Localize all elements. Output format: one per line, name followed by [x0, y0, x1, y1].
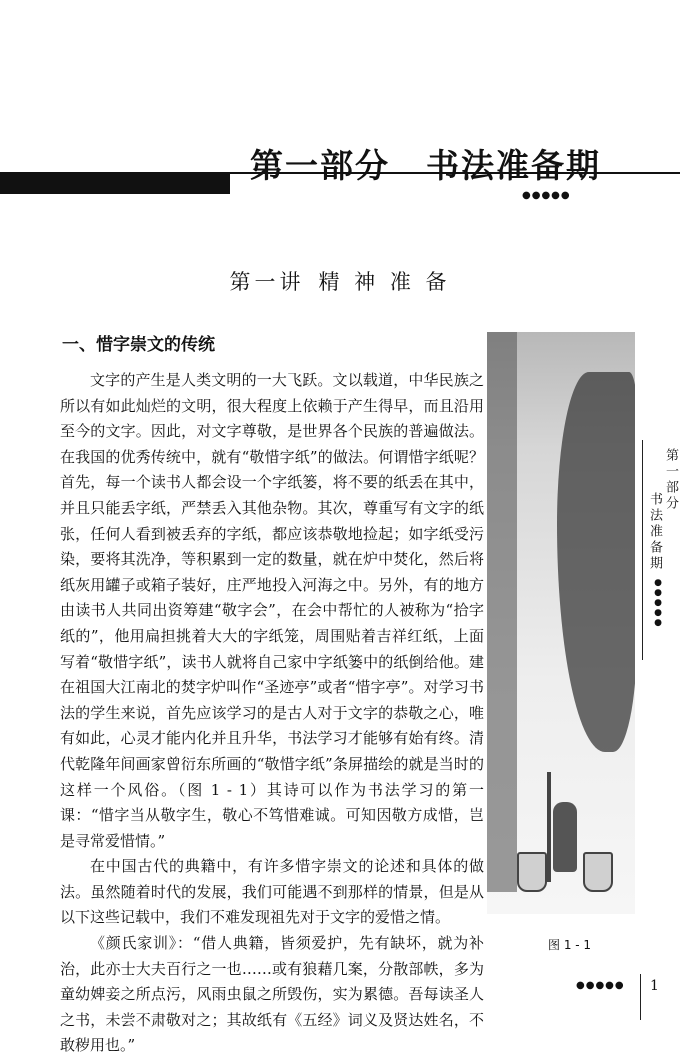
painting-rock-left	[487, 332, 517, 892]
figure-painting	[487, 332, 635, 914]
painting-rock	[557, 372, 635, 752]
side-tab-line2: 书法准备期	[647, 492, 662, 572]
page-number: 1	[650, 978, 659, 994]
paragraph: 《颜氏家训》：“借人典籍，皆须爱护，先有缺坏，就为补治，此亦士大夫百行之一也……或有狼藉几案，分散部帙，多为童幼婢妾之所点污，风雨虫鼠之所毁伤，实为累德。吾每读圣人之书，未尝不肃敬对之；其故纸有《五经》词义及贤达姓名，不敢秽用也。”	[60, 934, 484, 1055]
lecture-label: 第一讲	[229, 270, 305, 294]
paragraph: 在中国古代的典籍中，有许多惜字崇文的论述和具体的做法。虽然随着时代的发展，我们可能遇不到那样的情景，但是从以下这些记载中，我们不难发现祖先对于文字的爱惜之情。	[60, 857, 484, 927]
painting-basket-right	[583, 852, 613, 892]
painting-pole	[547, 772, 551, 882]
page-number-rule	[640, 974, 641, 1020]
header-decor-dots: ●●●●●	[522, 190, 571, 201]
painting-figure	[553, 802, 577, 872]
body-text	[60, 368, 484, 1059]
part-label: 第一部分	[250, 146, 390, 185]
painting-basket-left	[517, 852, 547, 892]
lecture-title	[0, 266, 680, 296]
header-black-bar	[0, 172, 230, 194]
figure-caption: 图 1 - 1	[548, 938, 592, 952]
side-tab-line1: 第一部分	[663, 448, 678, 512]
footer-dots: ●●●●●	[576, 980, 625, 991]
lecture-name: 精 神 准 备	[318, 270, 451, 294]
paragraph: 文字的产生是人类文明的一大飞跃。文以载道，中华民族之所以有如此灿烂的文明，很大程度上依赖于产生得早，而且沿用至今的文字。因此，对文字尊敬，是世界各个民族的普遍做法。在我国的优秀传统中，就有“敬惜字纸”的做法。何谓惜字纸呢？首先，每一个读书人都会设一个字纸篓，将不要的纸丢在其中，并且只能丢字纸，严禁丢入其他杂物。其次，尊重写有文字的纸张，任何人看到被丢弃的字纸，都应该恭敬地捡起；如字纸受污染，要将其洗净，等积累到一定的数量，就在炉中焚化，然后将纸灰用罐子或箱子装好，庄严地投入河海之中。另外，有的地方由读书人共同出资筹建“敬字会”，在会中帮忙的人被称为“拾字纸的”，他用扁担挑着大大的字纸笼，周围贴着吉祥红纸，上面写着“敬惜字纸”，读书人就将自己家中字纸篓中的纸倒给他。建在祖国大江南北的焚字炉叫作“圣迹亭”或者“惜字亭”。对学习书法的学生来说，首先应该学习的是古人对于文字的恭敬之心，唯有如此，心灵才能内化并且升华，书法学习才能够有始有终。清代乾隆年间画家曾衍东所画的“敬惜字纸”条屏描绘的就是当时的这样一个风俗。（图 1 - 1）其诗可以作为书法学习的第一课：“惜字当从敬字生，敬心不笃惜难诚。可知因敬方成惜，岂是寻常爱惜情。”	[60, 371, 484, 850]
side-tab-dots: ●●●●●	[653, 578, 663, 628]
section-title: 一、惜字崇文的传统	[62, 335, 215, 355]
side-tab	[642, 440, 680, 660]
part-name: 书法准备期	[426, 146, 601, 185]
part-title	[250, 140, 650, 187]
